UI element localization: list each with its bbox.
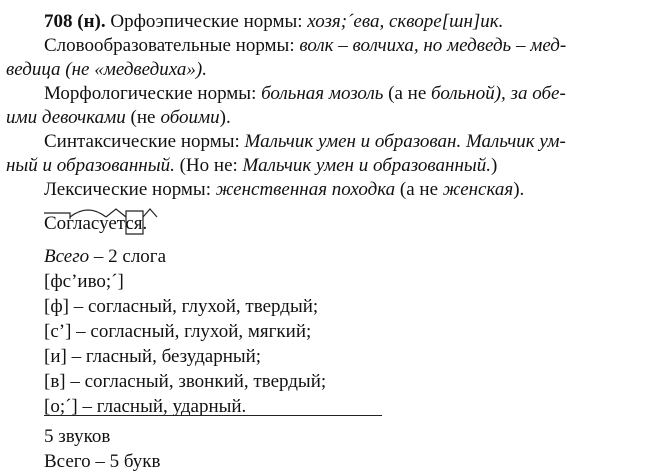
analyzed-word-text: Согласуется.	[44, 213, 148, 234]
morphological-note-2-end: ).	[219, 107, 231, 128]
syntactic-example-1: Мальчик умен и образован. Мальчик ум-	[244, 131, 566, 152]
syntactic-line-2	[6, 156, 497, 175]
lexical-label: Лексические нормы:	[44, 179, 211, 200]
syntactic-example-3: Мальчик умен и образованный.	[242, 155, 492, 176]
lexical-example-1: женственная походка	[215, 179, 396, 200]
morphological-example-2a: ими девочками	[6, 107, 126, 128]
word-formation-line-1	[44, 36, 566, 55]
sound-item: [о;´] – гласный, ударный.	[44, 396, 247, 417]
syntactic-label: Синтаксические нормы:	[44, 131, 240, 152]
word-formation-example-2: ведица (не «медведиха»).	[6, 59, 208, 80]
word-formation-example-1: волк – волчиха, но медведь – мед-	[299, 35, 567, 56]
morphological-example-2b: обоими	[160, 107, 220, 128]
syntactic-note-open: (Но не:	[179, 155, 238, 176]
morphological-label: Морфологические нормы:	[44, 83, 257, 104]
morphological-note-2: (не	[130, 107, 156, 128]
syllables-line	[44, 247, 166, 266]
syllables-count: – 2 слога	[93, 246, 167, 267]
postfix-mark-icon	[143, 209, 157, 217]
orthoepic-example: хозя;´ева, скворе[шн]ик.	[307, 11, 504, 32]
syntactic-line-1	[44, 132, 566, 151]
sound-item: [в] – согласный, звонкий, твердый;	[44, 371, 327, 392]
lexical-note-end: ).	[513, 179, 525, 200]
orthoepic-label: Орфоэпические нормы:	[110, 11, 303, 32]
morphological-example-1a: больная мозоль	[261, 83, 384, 104]
morphological-example-1b: больной),	[431, 83, 506, 104]
exercise-line-1	[44, 12, 503, 31]
suffix-mark-icon	[106, 209, 126, 217]
morphological-line-2	[6, 108, 231, 127]
sound-item: [ф] – согласный, глухой, твердый;	[44, 296, 319, 317]
morphological-line-1	[44, 84, 566, 103]
morphological-example-1c: за обе-	[510, 83, 566, 104]
word-formation-label: Словообразовательные нормы:	[44, 35, 295, 56]
syntactic-note-close: )	[491, 155, 498, 176]
syntactic-example-2: ный и образованный.	[6, 155, 175, 176]
lexical-note: (а не	[399, 179, 439, 200]
sounds-total: 5 звуков	[44, 426, 111, 447]
root-arc-icon	[70, 210, 106, 217]
transcription: [фс’иво;´]	[44, 271, 124, 292]
syllables-label: Всего	[44, 246, 90, 267]
lexical-example-2: женская	[442, 179, 514, 200]
sound-item: [с’] – согласный, глухой, мягкий;	[44, 321, 312, 342]
prefix-mark	[44, 213, 70, 219]
morphological-note-1: (а не	[388, 83, 427, 104]
morpheme-marks	[40, 201, 170, 237]
exercise-number: 708 (н).	[44, 11, 106, 32]
ending-box	[126, 211, 143, 234]
divider	[44, 415, 382, 416]
sound-item: [и] – гласный, безударный;	[44, 346, 262, 367]
letters-total: Всего – 5 букв	[44, 451, 161, 472]
lexical-line	[44, 180, 524, 199]
word-formation-line-2	[6, 60, 207, 79]
